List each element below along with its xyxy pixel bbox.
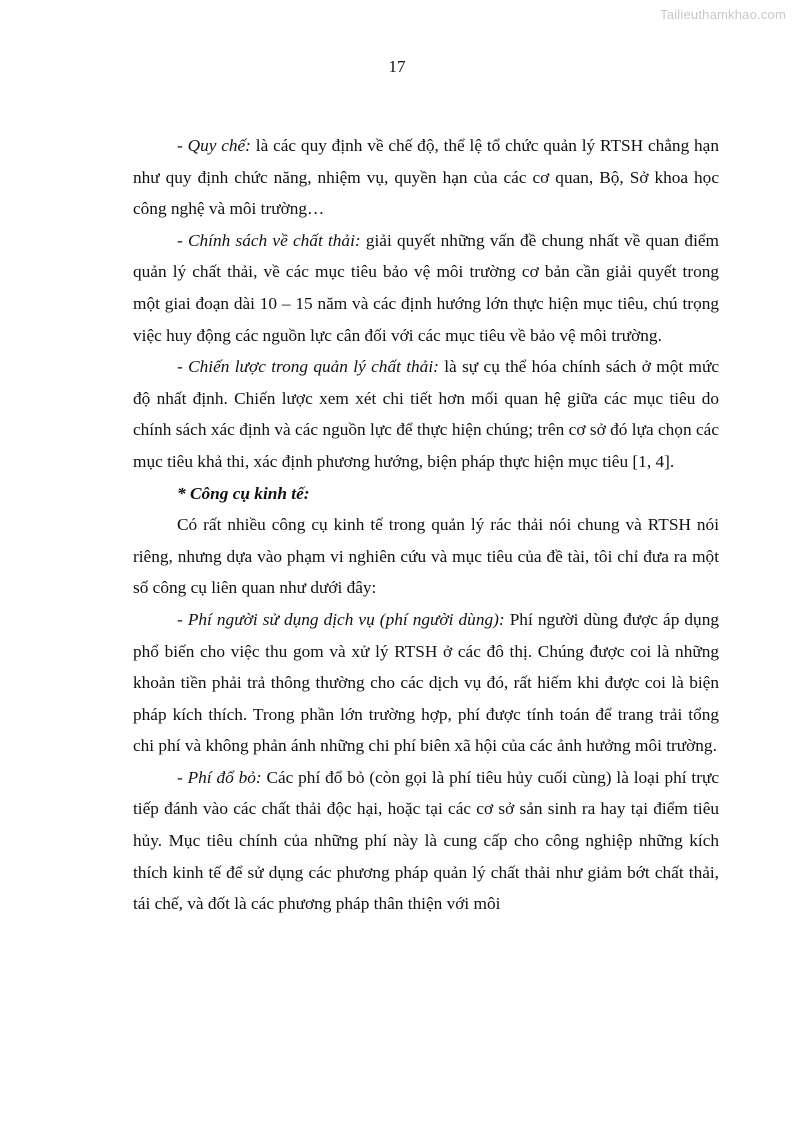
paragraph-text: giải quyết những vấn đề chung nhất về quan điểm quản lý chất thải, về các mục tiêu bảo vệ môi trường cơ bản cần giải quyết trong một giai đoạn dài 10 – 15 năm và các định hướng lớn thực hiện mục tiêu, chú trọng việc huy động các nguồn lực cân đối với các mục tiêu về bảo vệ môi trường. <box>133 230 719 345</box>
paragraph-text: là sự cụ thể hóa chính sách ở một mức độ nhất định. Chiến lược xem xét chi tiết hơn mối quan hệ giữa các mục tiêu do chính sách xác định và các nguồn lực để thực hiện chúng; trên cơ sở đó lựa chọn các mục tiêu khả thi, xác định phương hướng, biện pháp thực hiện mục tiêu [1, 4]. <box>133 357 719 471</box>
paragraph-phi-nguoi-dung <box>133 604 719 762</box>
term-phi-nguoi-dung: - Phí người sử dụng dịch vụ (phí người dùng): <box>177 609 505 629</box>
page-body <box>133 130 719 920</box>
watermark: Tailieuthamkhao.com <box>660 7 786 22</box>
term-chinh-sach: - Chính sách về chất thải: <box>177 230 361 250</box>
paragraph-quy-che <box>133 130 719 225</box>
paragraph-phi-do-bo <box>133 762 719 920</box>
paragraph-text: Các phí đổ bỏ (còn gọi là phí tiêu hủy cuối cùng) là loại phí trực tiếp đánh vào các chất thải độc hại, hoặc tại các cơ sở sản sinh ra hay tại điểm tiêu hủy. Mục tiêu chính của những phí này là cung cấp cho công nghiệp những kích thích kinh tế để sử dụng các phương pháp quản lý chất thải như giảm bớt chất thải, tái chế, và đốt là các phương pháp thân thiện với môi <box>133 767 719 914</box>
term-quy-che: - Quy chế: <box>177 136 251 155</box>
paragraph-text: là các quy định về chế độ, thể lệ tổ chức quản lý RTSH chẳng hạn như quy định chức năng, nhiệm vụ, quyền hạn của các cơ quan, Bộ, Sở khoa học công nghệ và môi trường… <box>133 136 719 219</box>
intro-paragraph: Có rất nhiều công cụ kinh tế trong quản lý rác thải nói chung và RTSH nói riêng, nhưng dựa vào phạm vi nghiên cứu và mục tiêu của đề tài, tôi chỉ đưa ra một số công cụ liên quan như dưới đây: <box>133 515 719 598</box>
section-heading: * Công cụ kinh tế: <box>177 483 310 503</box>
paragraph-text: Phí người dùng được áp dụng phổ biến cho việc thu gom và xử lý RTSH ở các đô thị. Chúng được coi là những khoản tiền phải trả thông thường cho các dịch vụ đó, rất hiếm khi được coi là biện pháp kích thích. Trong phần lớn trường hợp, phí được tính toán để trang trải tổng chi phí và không phản ánh những chi phí biên xã hội của các ảnh hưởng môi trường. <box>133 609 719 756</box>
paragraph-chien-luoc <box>133 351 719 477</box>
paragraph-chinh-sach <box>133 225 719 351</box>
term-chien-luoc: - Chiến lược trong quản lý chất thải: <box>177 357 439 377</box>
term-phi-do-bo: - Phí đổ bỏ: <box>177 767 262 787</box>
page-number: 17 <box>388 57 406 76</box>
